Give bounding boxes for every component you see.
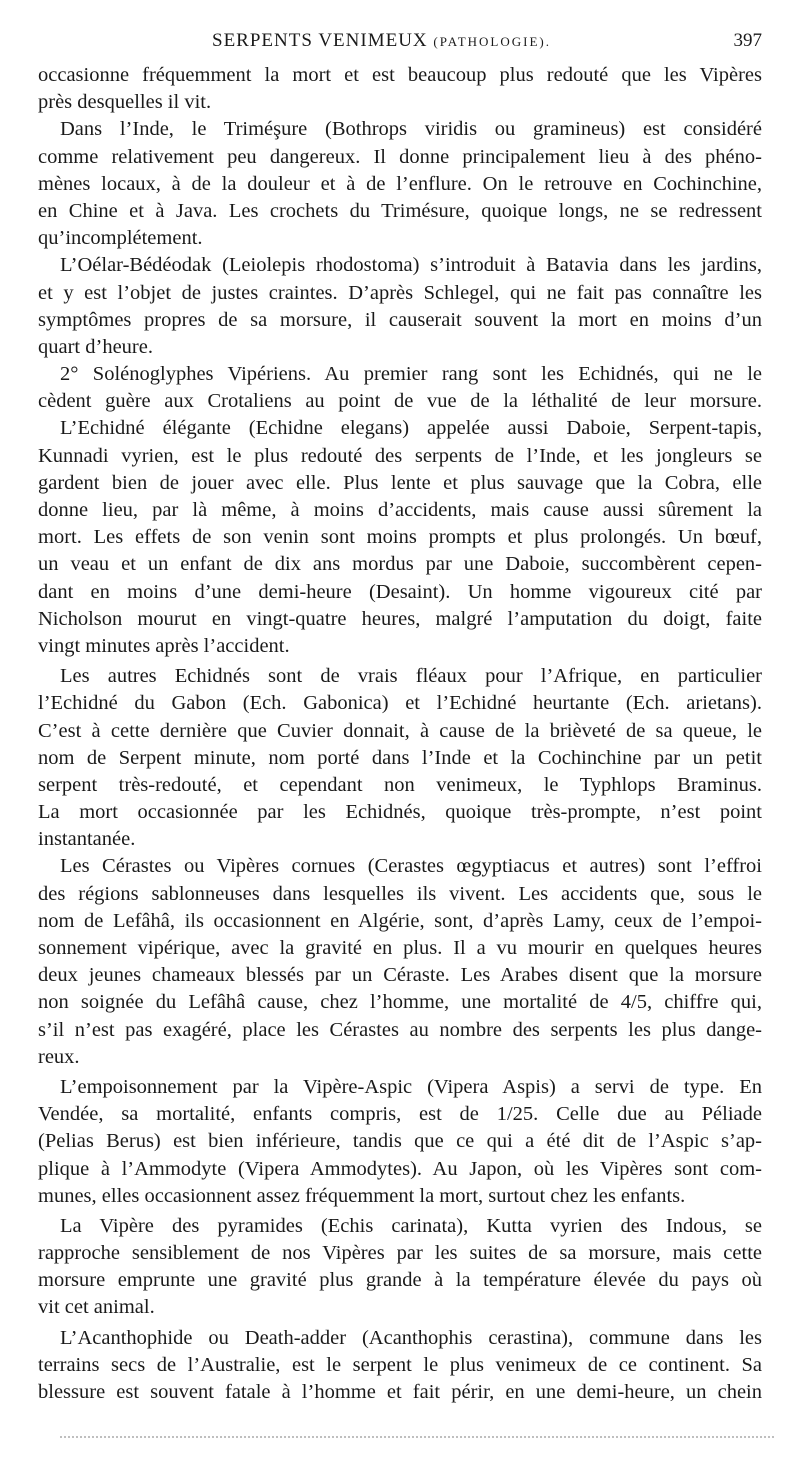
text-line: L’Acanthophide ou Death-adder (Acanthophis cerastina), commune dans les: [60, 1326, 762, 1349]
text-line: sonnement vipérique, avec la gravité en plus. Il a vu mourir en quelques heures: [38, 937, 762, 959]
text-line: nom de Lefâhâ, ils occasionnent en Algérie, sont, d’après Lamy, ceux de l’empoi-: [38, 909, 762, 932]
text-line: donne lieu, par là même, à moins d’accidents, mais cause aussi sûrement la: [38, 499, 762, 521]
text-line: reux.: [38, 1045, 80, 1068]
text-line: deux jeunes chameaux blessés par un Céraste. Les Arabes disent que la morsure: [38, 964, 762, 987]
text-line: en Chine et à Java. Les crochets du Trimésure, quoique longs, ne se redressent: [38, 199, 762, 222]
text-line: Kunnadi vyrien, est le plus redouté des serpents de l’Inde, et les jongleurs se: [38, 444, 762, 467]
footer-dotted-rule: [60, 1436, 774, 1438]
text-line: Nicholson mourut en vingt-quatre heures, malgré l’amputation du doigt, faite: [38, 607, 762, 630]
text-line: rapproche sensiblement de nos Vipères par les suites de sa morsure, mais cette: [38, 1242, 762, 1265]
text-line: symptômes propres de sa morsure, il causerait souvent la mort en moins d’un: [38, 308, 762, 331]
text-line: Les autres Echidnés sont de vrais fléaux pour l’Afrique, en particulier: [60, 665, 762, 688]
text-line: nom de Serpent minute, nom porté dans l’Inde et la Cochinchine par un petit: [38, 746, 762, 769]
text-line: occasionne fréquemment la mort et est beaucoup plus redouté que les Vipères: [38, 64, 762, 86]
text-line: instantanée.: [38, 828, 136, 851]
text-line: un veau et un enfant de dix ans mordus par une Daboie, succombèrent cepen-: [38, 553, 762, 576]
text-line: quart d’heure.: [38, 335, 153, 358]
text-line: munes, elles occasionnent assez fréquemment la mort, surtout chez les enfants.: [38, 1184, 686, 1207]
text-line: L’empoisonnement par la Vipère-Aspic (Vipera Aspis) a servi de type. En: [60, 1075, 762, 1098]
text-line: s’il n’est pas exagéré, place les Cérastes au nombre des serpents les plus dange-: [38, 1018, 762, 1041]
text-line: L’Oélar-Bédéodak (Leiolepis rhodostoma) s’introduit à Batavia dans les jardins,: [60, 254, 762, 277]
text-line: mort. Les effets de son venin sont moins prompts et plus prolongés. Un bœuf,: [38, 526, 762, 549]
text-line: terrains secs de l’Australie, est le serpent le plus venimeux de ce continent. Sa: [38, 1353, 762, 1376]
text-line: 2° Solénoglyphes Vipériens. Au premier rang sont les Echidnés, qui ne le: [60, 363, 762, 386]
text-line: dant en moins d’une demi-heure (Desaint). Un homme vigoureux cité par: [38, 580, 762, 603]
text-line: serpent très-redouté, et cependant non venimeux, le Typhlops Braminus.: [38, 773, 762, 796]
running-subtitle: (PATHOLOGIE).: [433, 34, 551, 49]
text-line: C’est à cette dernière que Cuvier donnait, à cause de la brièveté de sa queue, le: [38, 719, 762, 742]
text-line: près desquelles il vit.: [38, 91, 212, 114]
text-line: des régions sablonneuses dans lesquelles ils vivent. Les accidents que, sous le: [38, 882, 762, 905]
text-line: vingt minutes après l’accident.: [38, 634, 290, 657]
text-line: gardent bien de jouer avec elle. Plus lente et plus sauvage que la Cobra, elle: [38, 471, 762, 494]
text-line: (Pelias Berus) est bien inférieure, tandis que ce qui a été dit de l’Aspic s’ap-: [38, 1130, 762, 1153]
text-line: et y est l’objet de justes craintes. D’après Schlegel, qui ne fait pas connaître les: [38, 281, 762, 304]
text-line: plique à l’Ammodyte (Vipera Ammodytes). Au Japon, où les Vipères sont com-: [38, 1157, 762, 1180]
text-line: comme relativement peu dangereux. Il donne principalement lieu à des phéno-: [38, 145, 762, 168]
running-header: [38, 30, 762, 56]
text-line: blessure est souvent fatale à l’homme et fait périr, en une demi-heure, un chein: [38, 1381, 762, 1403]
text-line: mènes locaux, à de la douleur et à de l’enflure. On le retrouve en Cochinchine,: [38, 172, 762, 195]
text-line: l’Echidné du Gabon (Ech. Gabonica) et l’Echidné heurtante (Ech. arietans).: [38, 692, 762, 715]
text-line: Les Cérastes ou Vipères cornues (Cerastes œgyptiacus et autres) sont l’effroi: [60, 855, 762, 878]
text-line: La mort occasionnée par les Echidnés, quoique très-prompte, n’est point: [38, 801, 762, 824]
running-title: [212, 30, 551, 52]
text-line: non soignée du Lefâhâ cause, chez l’homme, une mortalité de 4/5, chiffre qui,: [38, 991, 762, 1014]
text-line: cèdent guère aux Crotaliens au point de vue de la léthalité de leur morsure.: [38, 390, 762, 413]
text-line: L’Echidné élégante (Echidne elegans) appelée aussi Daboie, Serpent-tapis,: [60, 417, 762, 440]
text-line: La Vipère des pyramides (Echis carinata), Kutta vyrien des Indous, se: [60, 1214, 762, 1237]
text-line: Dans l’Inde, le Triméşure (Bothrops viridis ou gramineus) est considéré: [60, 118, 762, 141]
page-number: 397: [733, 30, 762, 51]
running-title-text: SERPENTS VENIMEUX: [212, 30, 428, 51]
text-line: vit cet animal.: [38, 1296, 155, 1319]
body-text: [38, 62, 762, 1406]
text-line: Vendée, sa mortalité, enfants compris, est de 1/25. Celle due au Péliade: [38, 1103, 762, 1126]
text-line: qu’incomplétement.: [38, 227, 203, 250]
text-line: morsure emprunte une gravité plus grande à la température élevée du pays où: [38, 1269, 762, 1292]
